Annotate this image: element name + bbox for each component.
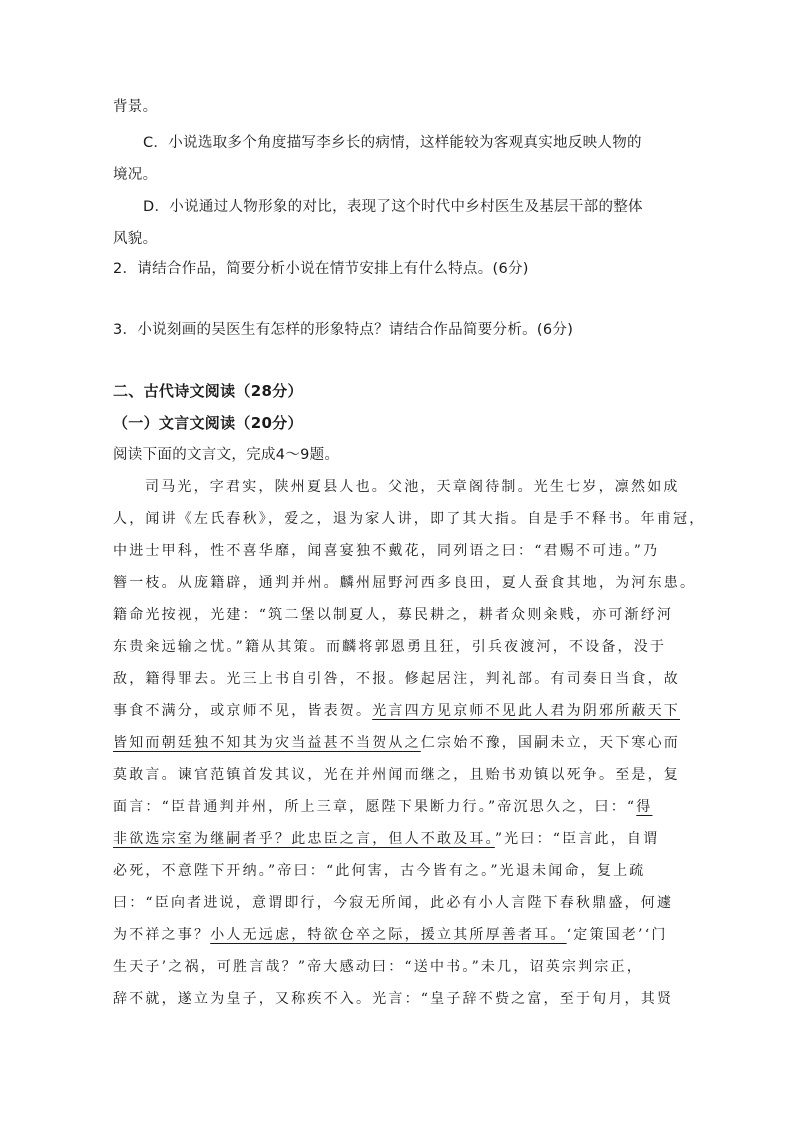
question-3: 3．小说刻画的吴医生有怎样的形象特点？请结合作品简要分析。(6分) (113, 322, 574, 338)
passage-line: 莫敢言。谏官范镇首发其议，光在并州闻而继之，且贻书劝镇以死争。至是，复 (113, 767, 680, 783)
passage-line: 簪一枝。从庞籍辟，通判并州。麟州屈野河西多良田，夏人蚕食其地，为河东患。 (113, 575, 697, 591)
passage-line (113, 829, 659, 849)
passage-line: 必死，不意陛下开纳。”帝曰：“此何害，古今皆有之。”光退未闻命，复上疏 (113, 863, 646, 879)
passage-line: 生天子’之祸，可胜言哉？”帝大感动曰：“送中书。”未几，诏英宗判宗正， (113, 959, 643, 975)
passage-line: 人，闻讲《左氏春秋》，爱之，退为家人讲，即了其大指。自是手不释书。年甫冠， (113, 511, 706, 527)
passage-line (113, 797, 652, 817)
passage-text: 面言：“臣昔通判并州，所上三章，愿陛下果断力行。”帝沉思久之，曰：“ (113, 799, 637, 815)
passage-line: 辞不就，遂立为皇子，又称疾不入。光言：“皇子辞不赀之富，至于旬月，其贤 (113, 991, 674, 1007)
option-c-line-2: 境况。 (113, 167, 158, 183)
passage-line: 曰：“臣向者进说，意谓即行，今寂无所闻，此必有小人言陛下春秋鼎盛，何遽 (113, 895, 674, 911)
option-d-line-2: 风貌。 (113, 231, 158, 247)
passage-text: ‘定策国老’‘门 (566, 927, 668, 943)
section-subtitle: （一）文言文阅读（20分） (113, 414, 303, 432)
passage-text: ”光曰：“臣言此，自谓 (494, 831, 660, 847)
passage-line: 籍命光按视，光建：“筑二堡以制夏人，募民耕之，耕者众则籴贱，亦可渐纾河 (113, 607, 674, 623)
section-title: 二、古代诗文阅读（28分） (113, 382, 303, 400)
passage-line: 司马光，字君实，陕州夏县人也。父池，天章阁待制。光生七岁，凛然如成 (145, 479, 680, 495)
question-2: 2．请结合作品，简要分析小说在情节安排上有什么特点。(6分) (113, 261, 529, 277)
option-d-line-1: D．小说通过人物形象的对比，表现了这个时代中乡村医生及基层干部的整体 (143, 199, 643, 215)
underlined-sentence: 得 (636, 799, 653, 815)
underlined-sentence: 皆知而朝廷独不知其为灾当益甚不当贺从之 (113, 735, 421, 751)
option-b-continuation: 背景。 (113, 99, 158, 115)
underlined-sentence: 光言四方见京师不见此人君为阴邪所蔽天下 (372, 703, 681, 719)
option-c-line-1: C．小说选取多个角度描写李乡长的病情，这样能较为客观真实地反映人物的 (143, 135, 642, 151)
passage-text: 仁宗始不豫，国嗣未立，天下寒心而 (420, 735, 681, 751)
passage-line (113, 733, 680, 753)
passage-line: 敌，籍得罪去。光三上书自引咎，不报。修起居注，判礼部。有司奏日当食，故 (113, 671, 680, 687)
underlined-sentence: 非欲选宗室为继嗣者乎？此忠臣之言，但人不敢及耳。 (113, 831, 495, 847)
passage-text: 为不祥之事？ (113, 927, 211, 943)
underlined-sentence: 小人无远虑，特欲仓卒之际，援立其所厚善者耳。 (210, 927, 567, 943)
passage-line (113, 701, 680, 721)
passage-line: 中进士甲科，性不喜华靡，闻喜宴独不戴花，同列语之曰：“君赐不可违。”乃 (113, 543, 660, 559)
passage-line: 东贵籴远输之忧。”籍从其策。而麟将郭恩勇且狂，引兵夜渡河，不设备，没于 (113, 639, 667, 655)
passage-line (113, 925, 668, 945)
passage-text: 事食不满分，或京师不见，皆表贺。 (113, 703, 373, 719)
reading-instruction: 阅读下面的文言文，完成4～9题。 (113, 447, 340, 463)
